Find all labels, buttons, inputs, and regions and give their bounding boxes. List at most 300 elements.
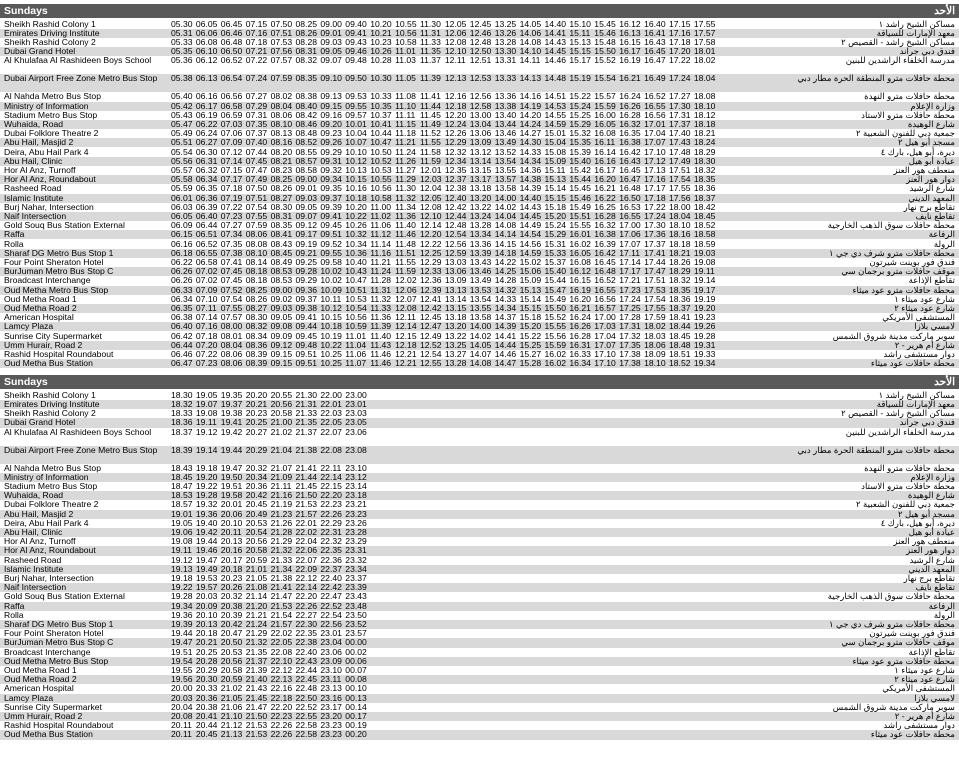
stop-name: Sunrise City Supermarket — [4, 701, 102, 712]
departure-time: 16.16 — [594, 155, 616, 166]
departure-time: 09.03 — [320, 36, 342, 47]
departure-time: 17.38 — [619, 358, 641, 369]
departure-time: 11.49 — [420, 118, 441, 129]
departure-time: 15.50 — [544, 302, 567, 313]
section-day-label: Sundays — [4, 5, 48, 17]
departure-time: 07.22 — [220, 201, 243, 212]
table-row — [0, 657, 959, 666]
departure-time: 16.55 — [644, 100, 666, 111]
departure-time: 09.41 — [320, 210, 342, 221]
departure-time: 16.20 — [569, 293, 591, 304]
departure-time: 19.58 — [220, 490, 243, 501]
departure-time: 12.21 — [395, 358, 417, 369]
departure-time: 23.10 — [320, 665, 342, 675]
departure-time: 17.51 — [669, 164, 691, 175]
departure-time: 10.40 — [345, 256, 367, 267]
departure-time: 11.01 — [395, 46, 416, 57]
departure-time: 09.38 — [295, 302, 318, 313]
departure-time: 12.11 — [444, 55, 466, 66]
departure-time: 08.06 — [220, 348, 243, 359]
departure-time: 13.28 — [494, 36, 517, 47]
departure-time: 18.30 — [171, 389, 193, 400]
departure-time: 15.37 — [544, 256, 567, 267]
departure-time: 19.18 — [195, 462, 218, 473]
departure-time: 13.04 — [469, 118, 492, 129]
departure-time: 09.05 — [320, 46, 342, 57]
departure-time: 20.58 — [220, 665, 243, 675]
departure-time: 14.45 — [544, 46, 567, 57]
table-row — [0, 500, 959, 509]
departure-time: 22.44 — [295, 665, 318, 675]
departure-time: 09.48 — [345, 55, 367, 66]
departure-time: 13.15 — [444, 302, 467, 313]
departure-time: 13.22 — [469, 201, 492, 212]
departure-time: 20.18 — [195, 628, 218, 639]
departure-time: 19.01 — [171, 508, 193, 519]
departure-time: 20.10 — [195, 609, 218, 620]
departure-time: 07.38 — [220, 247, 243, 258]
departure-time: 10.20 — [370, 18, 392, 29]
table-row — [0, 510, 959, 519]
departure-time: 18.04 — [669, 210, 691, 221]
stop-name-arabic: معهد الإمارات للسياقة — [876, 27, 955, 38]
departure-time: 16.01 — [569, 229, 591, 240]
departure-time: 11.46 — [395, 229, 416, 240]
departure-time: 09.44 — [295, 321, 318, 332]
departure-time: 20.11 — [171, 720, 192, 731]
departure-time: 18.10 — [693, 100, 716, 111]
departure-time: 11.24 — [395, 146, 416, 157]
departure-time: 10.52 — [370, 155, 392, 166]
departure-time: 06.24 — [195, 128, 218, 139]
stop-name-arabic: شارع أم هرير - ٢ — [894, 711, 955, 721]
departure-time: 06.58 — [195, 256, 218, 267]
departure-time: 09.53 — [345, 91, 367, 102]
departure-time: 20.13 — [220, 536, 243, 547]
departure-time: 19.35 — [220, 389, 243, 400]
departure-time: 10.25 — [320, 358, 342, 369]
departure-time: 20.38 — [220, 600, 243, 611]
stop-name-arabic: ديرة، أبو هيل، بارك ٤ — [880, 146, 955, 157]
departure-time: 15.51 — [569, 210, 591, 221]
departure-time: 08.18 — [245, 266, 268, 277]
departure-time: 05.38 — [171, 73, 193, 84]
departure-time: 12.06 — [395, 284, 417, 295]
departure-time: 19.28 — [195, 490, 218, 501]
departure-time: 16.28 — [619, 109, 641, 120]
departure-time: 07.44 — [245, 146, 268, 157]
departure-time: 16.17 — [619, 46, 641, 57]
departure-time: 15.24 — [569, 100, 591, 111]
departure-time: 05.31 — [171, 27, 193, 38]
departure-time: 21.01 — [245, 563, 268, 574]
stop-name: Raffa — [4, 600, 25, 611]
stop-name: Four Point Sheraton Hotel — [4, 256, 104, 267]
departure-time: 05.36 — [171, 55, 193, 66]
departure-time: 20.55 — [270, 389, 293, 400]
departure-time: 17.57 — [693, 27, 716, 38]
table-row — [0, 694, 959, 703]
departure-time: 06.01 — [171, 192, 193, 203]
departure-time: 14.51 — [544, 91, 567, 102]
departure-time: 17.49 — [669, 155, 691, 166]
stop-name-arabic: فندق دبي جراند — [899, 417, 955, 428]
departure-time: 08.01 — [220, 330, 243, 341]
departure-time: 22.30 — [295, 619, 318, 629]
departure-time: 16.19 — [569, 284, 591, 295]
stop-name-arabic: محطة حافلات عود ميثاء — [870, 358, 955, 369]
departure-time: 21.32 — [245, 637, 268, 648]
departure-time: 11.59 — [395, 266, 416, 277]
departure-time: 08.06 — [245, 229, 268, 240]
departure-time: 23.23 — [345, 508, 367, 519]
departure-time: 13.14 — [444, 293, 467, 304]
departure-time: 11.06 — [370, 220, 392, 231]
departure-time: 17.07 — [594, 339, 616, 350]
stop-name: Sharaf DG Metro Bus Stop 1 — [4, 619, 114, 629]
departure-time: 11.30 — [420, 18, 441, 29]
departure-time: 14.34 — [494, 302, 517, 313]
departure-time: 13.57 — [494, 174, 517, 185]
departure-time: 17.24 — [619, 293, 641, 304]
departure-time: 15.15 — [544, 192, 567, 203]
departure-time: 17.47 — [644, 266, 666, 277]
departure-time: 20.26 — [220, 582, 243, 593]
departure-time: 16.43 — [644, 36, 666, 47]
departure-time: 18.33 — [171, 408, 193, 419]
departure-time: 21.44 — [295, 471, 318, 482]
departure-time: 20.06 — [220, 508, 243, 519]
departure-time: 15.57 — [594, 91, 616, 102]
departure-time: 08.10 — [270, 118, 293, 129]
departure-time: 15.40 — [569, 155, 591, 166]
departure-time: 19.44 — [220, 444, 243, 455]
departure-time: 16.32 — [594, 220, 616, 231]
departure-time: 16.15 — [569, 275, 591, 286]
departure-time: 21.33 — [295, 408, 318, 419]
departure-time: 18.43 — [171, 462, 193, 473]
departure-time: 09.45 — [320, 220, 342, 231]
departure-time: 19.44 — [171, 628, 193, 639]
departure-time: 11.40 — [395, 220, 416, 231]
departure-time: 18.48 — [669, 339, 691, 350]
departure-time: 18.32 — [171, 399, 193, 409]
departure-time: 19.11 — [171, 545, 192, 556]
departure-time: 12.18 — [395, 339, 417, 350]
departure-time: 10.22 — [345, 210, 367, 221]
departure-time: 08.10 — [245, 247, 268, 258]
departure-time: 07.34 — [220, 229, 243, 240]
departure-time: 06.51 — [195, 229, 218, 240]
departure-time: 00.06 — [345, 655, 367, 666]
departure-time: 08.26 — [295, 27, 318, 38]
departure-time: 16.32 — [619, 118, 641, 129]
departure-time: 12.42 — [444, 201, 467, 212]
stop-name: Al Khulafaa Al Rashideen Boys School — [4, 426, 152, 437]
departure-time: 14.37 — [494, 312, 517, 323]
departure-time: 20.01 — [220, 499, 243, 510]
departure-time: 06.50 — [220, 46, 243, 57]
departure-time: 17.20 — [669, 46, 691, 57]
departure-time: 19.20 — [693, 302, 716, 313]
departure-time: 09.05 — [270, 312, 293, 323]
departure-time: 12.05 — [420, 192, 442, 203]
departure-time: 20.17 — [220, 554, 243, 565]
stop-name-arabic: ديرة، أبو هيل، بارك ٤ — [880, 517, 955, 528]
table-row — [0, 464, 959, 473]
departure-time: 17.55 — [644, 302, 666, 313]
departure-time: 05.59 — [171, 183, 193, 194]
departure-time: 09.46 — [345, 46, 367, 57]
departure-time: 10.33 — [370, 91, 392, 102]
stop-name-arabic: تقاطع الإذاعة — [908, 646, 955, 657]
departure-time: 11.02 — [370, 210, 392, 221]
departure-time: 00.20 — [345, 729, 367, 740]
departure-time: 22.10 — [270, 655, 293, 666]
stop-name: Burj Nahar, Intersection — [4, 573, 94, 583]
departure-time: 20.53 — [245, 517, 268, 528]
departure-time: 19.51 — [171, 646, 193, 657]
departure-time: 15.39 — [569, 146, 591, 157]
departure-time: 23.50 — [345, 609, 367, 620]
departure-time: 10.34 — [345, 238, 367, 249]
stop-name-arabic: مدرسة الخلفاء الراشدين للبنين — [845, 426, 955, 437]
stop-name: Burj Nahar, Intersection — [4, 201, 94, 212]
departure-time: 20.25 — [195, 646, 218, 657]
departure-time: 11.35 — [420, 46, 441, 57]
departure-time: 13.25 — [444, 339, 467, 350]
stop-name: Rolla — [4, 238, 24, 249]
departure-time: 06.12 — [195, 55, 218, 66]
departure-time: 06.10 — [195, 46, 218, 57]
departure-time: 10.15 — [345, 174, 367, 185]
departure-time: 18.58 — [693, 229, 716, 240]
stop-name-arabic: محطة حافلات سوق الذهب الخارجية — [827, 591, 955, 602]
departure-time: 17.11 — [619, 247, 641, 258]
departure-time: 14.14 — [494, 229, 517, 240]
departure-time: 09.39 — [320, 201, 342, 212]
departure-time: 21.04 — [270, 444, 293, 455]
departure-time: 19.47 — [220, 462, 243, 473]
departure-time: 15.24 — [544, 220, 567, 231]
departure-time: 14.05 — [519, 18, 542, 29]
departure-time: 00.14 — [345, 701, 367, 712]
stop-name: Oud Metha Road 1 — [4, 293, 77, 304]
departure-time: 22.12 — [295, 573, 318, 583]
stop-name: Al Nahda Metro Bus Stop — [4, 91, 101, 102]
departure-time: 17.37 — [644, 238, 666, 249]
departure-time: 11.26 — [395, 155, 416, 166]
section-header — [0, 4, 959, 18]
departure-time: 08.31 — [295, 46, 318, 57]
departure-time: 15.14 — [519, 293, 542, 304]
departure-time: 07.17 — [220, 174, 243, 185]
departure-time: 23.21 — [345, 499, 367, 510]
departure-time: 08.16 — [270, 137, 293, 148]
departure-time: 15.18 — [544, 201, 567, 212]
departure-time: 19.31 — [693, 339, 716, 350]
departure-time: 20.03 — [171, 692, 193, 703]
table-row — [0, 620, 959, 629]
departure-time: 14.49 — [519, 220, 542, 231]
departure-time: 18.18 — [693, 118, 716, 129]
stop-name: Wuhaida, Road — [4, 118, 64, 129]
departure-time: 08.04 — [270, 100, 293, 111]
departure-time: 20.20 — [245, 389, 268, 400]
departure-time: 12.03 — [420, 174, 442, 185]
departure-time: 14.59 — [519, 247, 542, 258]
departure-time: 07.59 — [270, 73, 293, 84]
departure-time: 09.02 — [270, 293, 293, 304]
table-row — [0, 684, 959, 693]
stop-name: Raffa — [4, 229, 25, 240]
departure-time: 09.51 — [295, 358, 318, 369]
table-row — [0, 491, 959, 500]
departure-time: 10.56 — [395, 27, 417, 38]
departure-time: 09.19 — [295, 238, 318, 249]
departure-time: 19.41 — [220, 417, 243, 428]
departure-time: 13.14 — [469, 155, 492, 166]
stop-name: BurJuman Metro Bus Stop C — [4, 266, 114, 277]
departure-time: 15.46 — [594, 27, 616, 38]
departure-time: 19.05 — [171, 517, 193, 528]
departure-time: 14.07 — [469, 348, 492, 359]
departure-time: 18.45 — [669, 330, 691, 341]
departure-time: 08.25 — [295, 18, 318, 29]
departure-time: 10.35 — [370, 100, 392, 111]
departure-time: 13.31 — [494, 55, 517, 66]
stop-name: Rashid Hospital Roundabout — [4, 720, 114, 731]
departure-time: 13.44 — [494, 118, 517, 129]
departure-time: 07.54 — [245, 201, 268, 212]
departure-time: 12.04 — [420, 183, 442, 194]
departure-time: 06.16 — [171, 238, 193, 249]
stop-name: Sheikh Rashid Colony 1 — [4, 389, 96, 400]
departure-time: 08.25 — [270, 174, 293, 185]
departure-time: 21.38 — [295, 444, 318, 455]
departure-time: 17.12 — [644, 155, 666, 166]
stop-name: Deira, Abu Hail Park 4 — [4, 517, 89, 528]
table-row — [0, 638, 959, 647]
departure-time: 12.24 — [444, 118, 467, 129]
departure-time: 08.38 — [295, 91, 318, 102]
departure-time: 13.58 — [469, 312, 492, 323]
stop-name-arabic: محطة حافلات سوق الذهب الخارجية — [827, 220, 955, 231]
departure-time: 09.10 — [320, 73, 342, 84]
departure-time: 07.56 — [270, 46, 293, 57]
stop-name-arabic: موقف حافلات مترو برجمان سي — [841, 637, 955, 648]
departure-time: 11.58 — [420, 146, 441, 157]
departure-time: 22.58 — [295, 720, 318, 731]
departure-time: 15.31 — [544, 238, 567, 249]
departure-time: 07.49 — [245, 174, 268, 185]
departure-time: 08.28 — [295, 36, 318, 47]
departure-time: 22.26 — [320, 508, 342, 519]
departure-time: 11.15 — [395, 118, 416, 129]
departure-time: 07.35 — [245, 118, 268, 129]
departure-time: 16.47 — [644, 55, 666, 66]
departure-time: 07.41 — [220, 256, 243, 267]
departure-time: 15.22 — [519, 330, 542, 341]
stop-name-arabic: محطة حافلات مترو النهدة — [864, 91, 955, 102]
departure-time: 23.12 — [345, 471, 367, 482]
departure-time: 10.26 — [345, 220, 367, 231]
departure-time: 16.05 — [594, 118, 616, 129]
departure-time: 06.36 — [195, 192, 218, 203]
departure-time: 16.45 — [644, 46, 666, 57]
departure-time: 17.32 — [619, 330, 641, 341]
departure-time: 14.11 — [519, 55, 541, 66]
departure-time: 20.23 — [220, 573, 243, 583]
stop-name: Oud Metha Road 1 — [4, 665, 77, 675]
stop-name-arabic: شارع الرشيد — [909, 183, 955, 194]
departure-time: 22.52 — [320, 600, 342, 611]
departure-time: 15.11 — [569, 27, 591, 38]
stop-name-arabic: عيادة أبو هيل — [908, 527, 955, 537]
departure-time: 20.58 — [270, 408, 293, 419]
departure-time: 08.39 — [245, 348, 268, 359]
stop-name: Gold Souq Bus Station External — [4, 591, 125, 602]
departure-time: 18.59 — [693, 238, 716, 249]
departure-time: 15.32 — [569, 128, 591, 139]
table-row — [0, 629, 959, 638]
departure-time: 12.29 — [420, 256, 442, 267]
departure-time: 21.08 — [245, 582, 268, 593]
departure-time: 06.26 — [171, 266, 193, 277]
departure-time: 18.45 — [693, 210, 716, 221]
departure-time: 18.39 — [171, 444, 193, 455]
departure-time: 16.20 — [594, 174, 616, 185]
departure-time: 16.38 — [619, 137, 641, 148]
departure-time: 14.08 — [519, 36, 542, 47]
departure-time: 08.14 — [245, 256, 268, 267]
table-row — [0, 602, 959, 611]
departure-time: 12.29 — [444, 137, 467, 148]
departure-time: 19.23 — [693, 312, 716, 323]
departure-time: 21.50 — [295, 490, 318, 501]
departure-time: 19.33 — [693, 348, 716, 359]
departure-time: 17.00 — [594, 312, 616, 323]
stop-name: Sunrise City Supermarket — [4, 330, 102, 341]
departure-time: 07.14 — [220, 155, 243, 166]
departure-time: 14.28 — [494, 275, 517, 286]
departure-time: 11.59 — [420, 155, 441, 166]
departure-time: 17.44 — [644, 256, 666, 267]
departure-time: 11.18 — [395, 128, 416, 139]
departure-time: 18.21 — [669, 247, 691, 258]
departure-time: 12.52 — [420, 339, 442, 350]
departure-time: 07.29 — [245, 100, 268, 111]
departure-time: 12.02 — [395, 275, 417, 286]
departure-time: 16.38 — [594, 229, 616, 240]
departure-time: 20.34 — [245, 471, 268, 482]
departure-time: 07.57 — [220, 312, 243, 323]
departure-time: 21.30 — [295, 389, 318, 400]
departure-time: 18.24 — [693, 137, 716, 148]
departure-time: 08.35 — [295, 73, 318, 84]
departure-time: 09.57 — [345, 109, 367, 120]
departure-time: 19.08 — [693, 256, 716, 267]
departure-time: 12.59 — [444, 247, 467, 258]
departure-time: 07.15 — [220, 164, 243, 175]
departure-time: 20.44 — [195, 720, 218, 731]
departure-time: 10.07 — [345, 137, 367, 148]
departure-time: 12.56 — [444, 238, 467, 249]
stop-name-arabic: وزارة الإعلام — [910, 100, 955, 111]
departure-time: 15.33 — [544, 247, 567, 258]
departure-time: 22.18 — [270, 692, 293, 703]
departure-time: 20.42 — [245, 490, 268, 501]
